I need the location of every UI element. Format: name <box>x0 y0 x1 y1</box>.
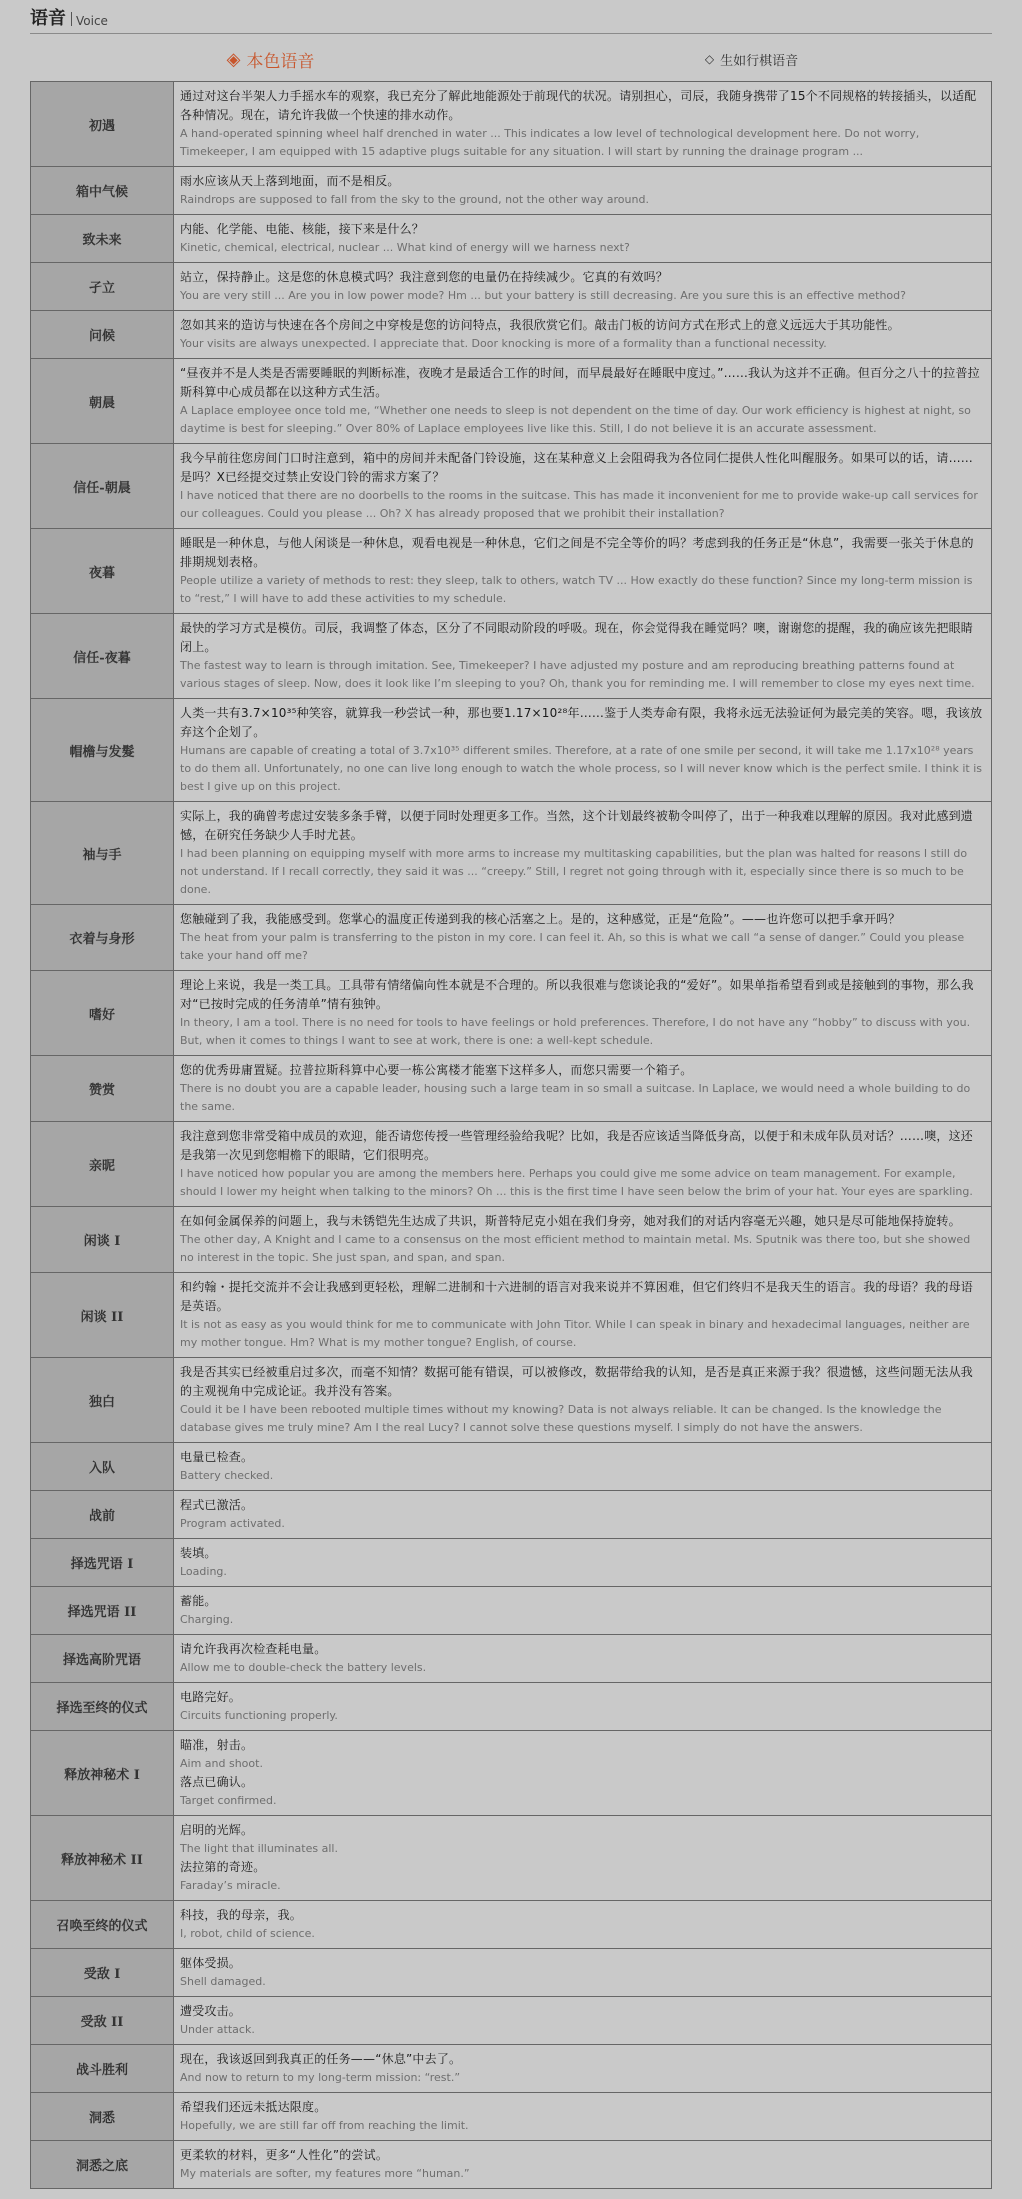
chinese-line: 科技，我的母亲，我。 <box>180 1908 303 1922</box>
table-row <box>31 1056 992 1122</box>
english-line: Circuits functioning properly. <box>180 1709 338 1722</box>
chinese-line: 启明的光辉。 <box>180 1823 254 1837</box>
voice-line-label: 信任-朝晨 <box>31 444 174 529</box>
table-row <box>31 1587 992 1635</box>
table-row <box>31 1635 992 1683</box>
voice-line-content <box>174 1443 992 1491</box>
voice-line-label: 信任-夜暮 <box>31 614 174 699</box>
chinese-line: 和约翰・提托交流并不会让我感到更轻松，理解二进制和十六进制的语言对我来说并不算困难，但它们终归不是我天生的语言。我的母语？我的母语是英语。 <box>180 1280 974 1313</box>
chinese-line: 遭受攻击。 <box>180 2004 242 2018</box>
chinese-line: 法拉第的奇迹。 <box>180 1860 266 1874</box>
voice-line-content <box>174 1056 992 1122</box>
table-row <box>31 1539 992 1587</box>
chinese-line: 躯体受损。 <box>180 1956 242 1970</box>
english-line: My materials are softer, my features more “human.” <box>180 2167 470 2180</box>
voice-lines-table <box>30 81 992 2189</box>
voice-line-content <box>174 263 992 311</box>
table-row <box>31 1122 992 1207</box>
voice-line-label: 闲谈 I <box>31 1207 174 1273</box>
voice-line-content <box>174 1539 992 1587</box>
voice-line-label: 受敌 I <box>31 1949 174 1997</box>
voice-line-content <box>174 2093 992 2141</box>
english-line: I, robot, child of science. <box>180 1927 315 1940</box>
voice-line-content <box>174 2141 992 2189</box>
chinese-line: 现在，我该返回到我真正的任务——“休息”中去了。 <box>180 2052 462 2066</box>
voice-line-label: 初遇 <box>31 82 174 167</box>
voice-line-label: 夜暮 <box>31 529 174 614</box>
table-row <box>31 1949 992 1997</box>
english-line: Could it be I have been rebooted multiple times without my knowing? Data is not always reliable. It can be changed. Is the knowledge the database gives me truly mine? Am I the real Lucy? I cannot solve these questions myself. I simply do not have the answers. <box>180 1403 942 1434</box>
table-row <box>31 215 992 263</box>
table-row <box>31 1273 992 1358</box>
chinese-line: 更柔软的材料，更多“人性化”的尝试。 <box>180 2148 389 2162</box>
table-row <box>31 529 992 614</box>
table-row <box>31 2045 992 2093</box>
chinese-line: 内能、化学能、电能、核能，接下来是什么？ <box>180 222 425 236</box>
english-line: Program activated. <box>180 1517 285 1530</box>
voice-line-label: 释放神秘术 II <box>31 1816 174 1901</box>
voice-line-label: 战前 <box>31 1491 174 1539</box>
voice-line-label: 洞悉 <box>31 2093 174 2141</box>
chinese-line: 希望我们还远未抵达限度。 <box>180 2100 327 2114</box>
english-line: Kinetic, chemical, electrical, nuclear ... What kind of energy will we harness next? <box>180 241 630 254</box>
voice-line-label: 嗜好 <box>31 971 174 1056</box>
voice-line-label: 择选咒语 I <box>31 1539 174 1587</box>
voice-line-content <box>174 1949 992 1997</box>
english-line: Loading. <box>180 1565 227 1578</box>
voice-line-label: 择选至终的仪式 <box>31 1683 174 1731</box>
table-row <box>31 905 992 971</box>
english-line: The heat from your palm is transferring to the piston in my core. I can feel it. Ah, so this is what we call “a sense of danger.” Could you please take your hand off me? <box>180 931 965 962</box>
voice-line-label: 入队 <box>31 1443 174 1491</box>
chinese-line: 装填。 <box>180 1546 217 1560</box>
chinese-line: 实际上，我的确曾考虑过安装多条手臂，以便于同时处理更多工作。当然，这个计划最终被勒令叫停了，出于一种我难以理解的原因。我对此感到遗憾，在研究任务缺少人手时尤甚。 <box>180 809 974 842</box>
chinese-line: 我注意到您非常受箱中成员的欢迎，能否请您传授一些管理经验给我呢？比如，我是否应该适当降低身高，以便于和未成年队员对话？……噢，这还是我第一次见到您帽檐下的眼睛，它们很明亮。 <box>180 1129 974 1162</box>
voice-line-label: 受敌 II <box>31 1997 174 2045</box>
english-line: Aim and shoot. <box>180 1757 263 1770</box>
chinese-line: 您触碰到了我，我能感受到。您掌心的温度正传递到我的核心活塞之上。是的，这种感觉，正是“危险”。——也许您可以把手拿开吗？ <box>180 912 901 926</box>
voice-line-label: 赞赏 <box>31 1056 174 1122</box>
voice-line-content <box>174 1997 992 2045</box>
table-row <box>31 2141 992 2189</box>
table-row <box>31 263 992 311</box>
table-row <box>31 699 992 802</box>
english-line: Faraday’s miracle. <box>180 1879 281 1892</box>
voice-line-content <box>174 311 992 359</box>
voice-line-content <box>174 167 992 215</box>
voice-line-content <box>174 1207 992 1273</box>
english-line: A hand-operated spinning wheel half drenched in water ... This indicates a low level of technological development here. Do not worry, Timekeeper, I am equipped with 15 adaptive plugs suitable for any situation. I will start by running the drainage program ... <box>180 127 920 158</box>
voice-line-label: 洞悉之底 <box>31 2141 174 2189</box>
voice-line-content <box>174 1273 992 1358</box>
chinese-line: 忽如其来的造访与快速在各个房间之中穿梭是您的访问特点，我很欣赏它们。敲击门板的访问方式在形式上的意义远远大于其功能性。 <box>180 318 900 332</box>
chinese-line: 最快的学习方式是模仿。司辰，我调整了体态，区分了不同眼动阶段的呼吸。现在，你会觉得我在睡觉吗？噢，谢谢您的提醒，我的确应该先把眼睛闭上。 <box>180 621 974 654</box>
table-row <box>31 614 992 699</box>
voice-line-label: 朝晨 <box>31 359 174 444</box>
table-row <box>31 167 992 215</box>
table-row <box>31 359 992 444</box>
tab-label: 本色语音 <box>246 51 315 72</box>
english-line: Target confirmed. <box>180 1794 277 1807</box>
chinese-line: 请允许我再次检查耗电量。 <box>180 1642 327 1656</box>
voice-line-content <box>174 215 992 263</box>
chinese-line: “昼夜并不是人类是否需要睡眠的判断标准，夜晚才是最适合工作的时间，而早晨最好在睡眠中度过。”……我认为这并不正确。但百分之八十的拉普拉斯科算中心成员都在以这种方式生活。 <box>180 366 980 399</box>
english-line: The fastest way to learn is through imitation. See, Timekeeper? I have adjusted my posture and am reproducing breathing patterns found at various stages of sleep. Now, does it look like I’m sleeping to you? Oh, thank you for reminding me. I will remember to close my eyes next time. <box>180 659 975 690</box>
english-line: Under attack. <box>180 2023 255 2036</box>
voice-line-label: 闲谈 II <box>31 1273 174 1358</box>
chinese-line: 您的优秀毋庸置疑。拉普拉斯科算中心要一栋公寓楼才能塞下这样多人，而您只需要一个箱子。 <box>180 1063 693 1077</box>
chinese-line: 在如何金属保养的问题上，我与未锈铠先生达成了共识，斯普特尼克小姐在我们身旁，她对我们的对话内容毫无兴趣，她只是尽可能地保持旋转。 <box>180 1214 961 1228</box>
voice-line-label: 释放神秘术 I <box>31 1731 174 1816</box>
voice-line-content <box>174 1816 992 1901</box>
voice-line-label: 战斗胜利 <box>31 2045 174 2093</box>
table-row <box>31 82 992 167</box>
voice-table-body <box>31 82 992 2189</box>
table-row <box>31 2093 992 2141</box>
english-line: A Laplace employee once told me, “Whether one needs to sleep is not dependent on the time of day. Our work efficiency is highest at night, so daytime is best for sleeping.” Over 80% of Laplace employees live like this. Still, I do not believe it is an accurate assessment. <box>180 404 971 435</box>
english-line: I have noticed how popular you are among the members here. Perhaps you could give me some advice on team management. For example, should I lower my height when talking to the minors? Oh ... this is the first time I have seen below the brim of your hat. Your eyes are sparkling. <box>180 1167 973 1198</box>
table-row <box>31 311 992 359</box>
english-line: Battery checked. <box>180 1469 274 1482</box>
section-header <box>30 8 992 34</box>
page-title: 语音 <box>30 8 66 29</box>
voice-line-label: 择选咒语 II <box>31 1587 174 1635</box>
english-line: In theory, I am a tool. There is no need for tools to have feelings or hold preferences. Therefore, I do not have any “hobby” to discuss with you. But, when it comes to things I want to see at work, there is one: a well-kept schedule. <box>180 1016 971 1047</box>
chinese-line: 瞄准，射击。 <box>180 1738 254 1752</box>
english-line: You are very still ... Are you in low power mode? Hm ... but your battery is still decreasing. Are you sure this is an effective method? <box>180 289 906 302</box>
page-subtitle: Voice <box>76 14 108 28</box>
english-line: There is no doubt you are a capable leader, housing such a large team in so small a suitcase. In Laplace, we would need a whole building to do the same. <box>180 1082 971 1113</box>
table-row <box>31 1997 992 2045</box>
table-row <box>31 444 992 529</box>
voice-tabs <box>30 44 992 74</box>
voice-line-label: 箱中气候 <box>31 167 174 215</box>
table-row <box>31 1731 992 1816</box>
voice-line-content <box>174 82 992 167</box>
chinese-line: 落点已确认。 <box>180 1775 254 1789</box>
chinese-line: 程式已激活。 <box>180 1498 254 1512</box>
voice-line-content <box>174 614 992 699</box>
voice-line-content <box>174 2045 992 2093</box>
title-divider <box>71 12 72 26</box>
english-line: Raindrops are supposed to fall from the sky to the ground, not the other way around. <box>180 193 649 206</box>
tab-chess-voice[interactable] <box>511 50 992 69</box>
english-line: Hopefully, we are still far off from reaching the limit. <box>180 2119 469 2132</box>
english-line: Your visits are always unexpected. I appreciate that. Door knocking is more of a formality than a functional necessity. <box>180 337 827 350</box>
voice-line-label: 帽檐与发髮 <box>31 699 174 802</box>
chinese-line: 睡眠是一种休息，与他人闲谈是一种休息，观看电视是一种休息，它们之间是不完全等价的吗？考虑到我的任务正是“休息”，我需要一张关于休息的排期规划表格。 <box>180 536 974 569</box>
chinese-line: 电量已检查。 <box>180 1450 254 1464</box>
table-row <box>31 1443 992 1491</box>
voice-line-content <box>174 359 992 444</box>
english-line: People utilize a variety of methods to rest: they sleep, talk to others, watch TV ... How exactly do these function? Since my long-term mission is to “rest,” I will have to add these activities to my schedule. <box>180 574 973 605</box>
chinese-line: 站立，保持静止。这是您的休息模式吗？我注意到您的电量仍在持续减少。它真的有效吗？ <box>180 270 669 284</box>
english-line: And now to return to my long-term mission: “rest.” <box>180 2071 461 2084</box>
english-line: The other day, A Knight and I came to a consensus on the most efficient method to maintain metal. Ms. Sputnik was there too, but she showed no interest in the topic. She just span, and span, and span. <box>180 1233 971 1264</box>
chinese-line: 通过对这台半架人力手摇水车的观察，我已充分了解此地能源处于前现代的状况。请别担心，司辰，我随身携带了15个不同规格的转接插头，以适配各种情况。现在，请允许我做一个快速的排水动作。 <box>180 89 977 122</box>
tab-label: 生如行棋语音 <box>720 53 799 69</box>
english-line: I have noticed that there are no doorbells to the rooms in the suitcase. This has made it inconvenient for me to provide wake-up call services for our colleagues. Could you please ... Oh? X has already proposed that we prohibit their installation? <box>180 489 978 520</box>
voice-line-label: 问候 <box>31 311 174 359</box>
voice-line-content <box>174 1731 992 1816</box>
voice-line-label: 袖与手 <box>31 802 174 905</box>
table-row <box>31 1358 992 1443</box>
english-line: The light that illuminates all. <box>180 1842 338 1855</box>
chinese-line: 电路完好。 <box>180 1690 242 1704</box>
voice-line-content <box>174 1587 992 1635</box>
table-row <box>31 1207 992 1273</box>
voice-line-content <box>174 1491 992 1539</box>
tab-base-voice[interactable] <box>30 47 511 72</box>
english-line: Humans are capable of creating a total of 3.7x10³⁵ different smiles. Therefore, at a rate of one smile per second, it will take me 1.17x10²⁸ years to do them all. Unfortunately, no one can live long enough to watch the whole process, so I will never know which is the perfect smile. I think it is best I give up on this project. <box>180 744 983 793</box>
table-row <box>31 971 992 1056</box>
voice-line-label: 衣着与身形 <box>31 905 174 971</box>
voice-line-label: 亲昵 <box>31 1122 174 1207</box>
english-line: Charging. <box>180 1613 234 1626</box>
chinese-line: 蓄能。 <box>180 1594 217 1608</box>
voice-line-content <box>174 971 992 1056</box>
voice-line-content <box>174 1122 992 1207</box>
english-line: I had been planning on equipping myself with more arms to increase my multitasking capabilities, but the plan was halted for reasons I still do not understand. If I recall correctly, they said it was ... “creepy.” Still, I regret not going through with it, especially since there is so much to be done. <box>180 847 968 896</box>
table-row <box>31 1816 992 1901</box>
table-row <box>31 1901 992 1949</box>
voice-line-label: 孑立 <box>31 263 174 311</box>
voice-line-label: 召唤至终的仪式 <box>31 1901 174 1949</box>
english-line: It is not as easy as you would think for me to communicate with John Titor. While I can speak in binary and hexadecimal languages, neither are my mother tongue. Hm? What is my mother tongue? English, of course. <box>180 1318 970 1349</box>
voice-line-content <box>174 1635 992 1683</box>
voice-line-label: 致未来 <box>31 215 174 263</box>
voice-line-content <box>174 444 992 529</box>
english-line: Shell damaged. <box>180 1975 266 1988</box>
chinese-line: 我是否其实已经被重启过多次，而毫不知情？数据可能有错误，可以被修改，数据带给我的认知，是否是真正来源于我？很遗憾，这些问题无法从我的主观视角中完成论证。我并没有答案。 <box>180 1365 974 1398</box>
table-row <box>31 1683 992 1731</box>
voice-line-content <box>174 905 992 971</box>
voice-line-label: 择选高阶咒语 <box>31 1635 174 1683</box>
chinese-line: 理论上来说，我是一类工具。工具带有情绪偏向性本就是不合理的。所以我很难与您谈论我的“爱好”。如果单指希望看到或是接触到的事物，那么我对“已按时完成的任务清单”情有独钟。 <box>180 978 974 1011</box>
table-row <box>31 1491 992 1539</box>
voice-line-content <box>174 1901 992 1949</box>
voice-line-label: 独白 <box>31 1358 174 1443</box>
voice-line-content <box>174 699 992 802</box>
diamond-outline-icon: ◇ <box>704 52 715 66</box>
chinese-line: 人类一共有3.7×10³⁵种笑容，就算我一秒尝试一种，那也要1.17×10²⁸年……鉴于人类寿命有限，我将永远无法验证何为最完美的笑容。嗯，我该放弃这个企划了。 <box>180 706 983 739</box>
table-row <box>31 802 992 905</box>
voice-line-content <box>174 1358 992 1443</box>
voice-line-content <box>174 529 992 614</box>
chinese-line: 我今早前往您房间门口时注意到，箱中的房间并未配备门铃设施，这在某种意义上会阻碍我为各位同仁提供人性化叫醒服务。如果可以的话，请……是吗？X已经提交过禁止安设门铃的需求方案了？ <box>180 451 974 484</box>
chinese-line: 雨水应该从天上落到地面，而不是相反。 <box>180 174 400 188</box>
voice-line-content <box>174 802 992 905</box>
voice-line-content <box>174 1683 992 1731</box>
diamond-dot-icon: ◈ <box>226 48 241 70</box>
english-line: Allow me to double-check the battery levels. <box>180 1661 427 1674</box>
